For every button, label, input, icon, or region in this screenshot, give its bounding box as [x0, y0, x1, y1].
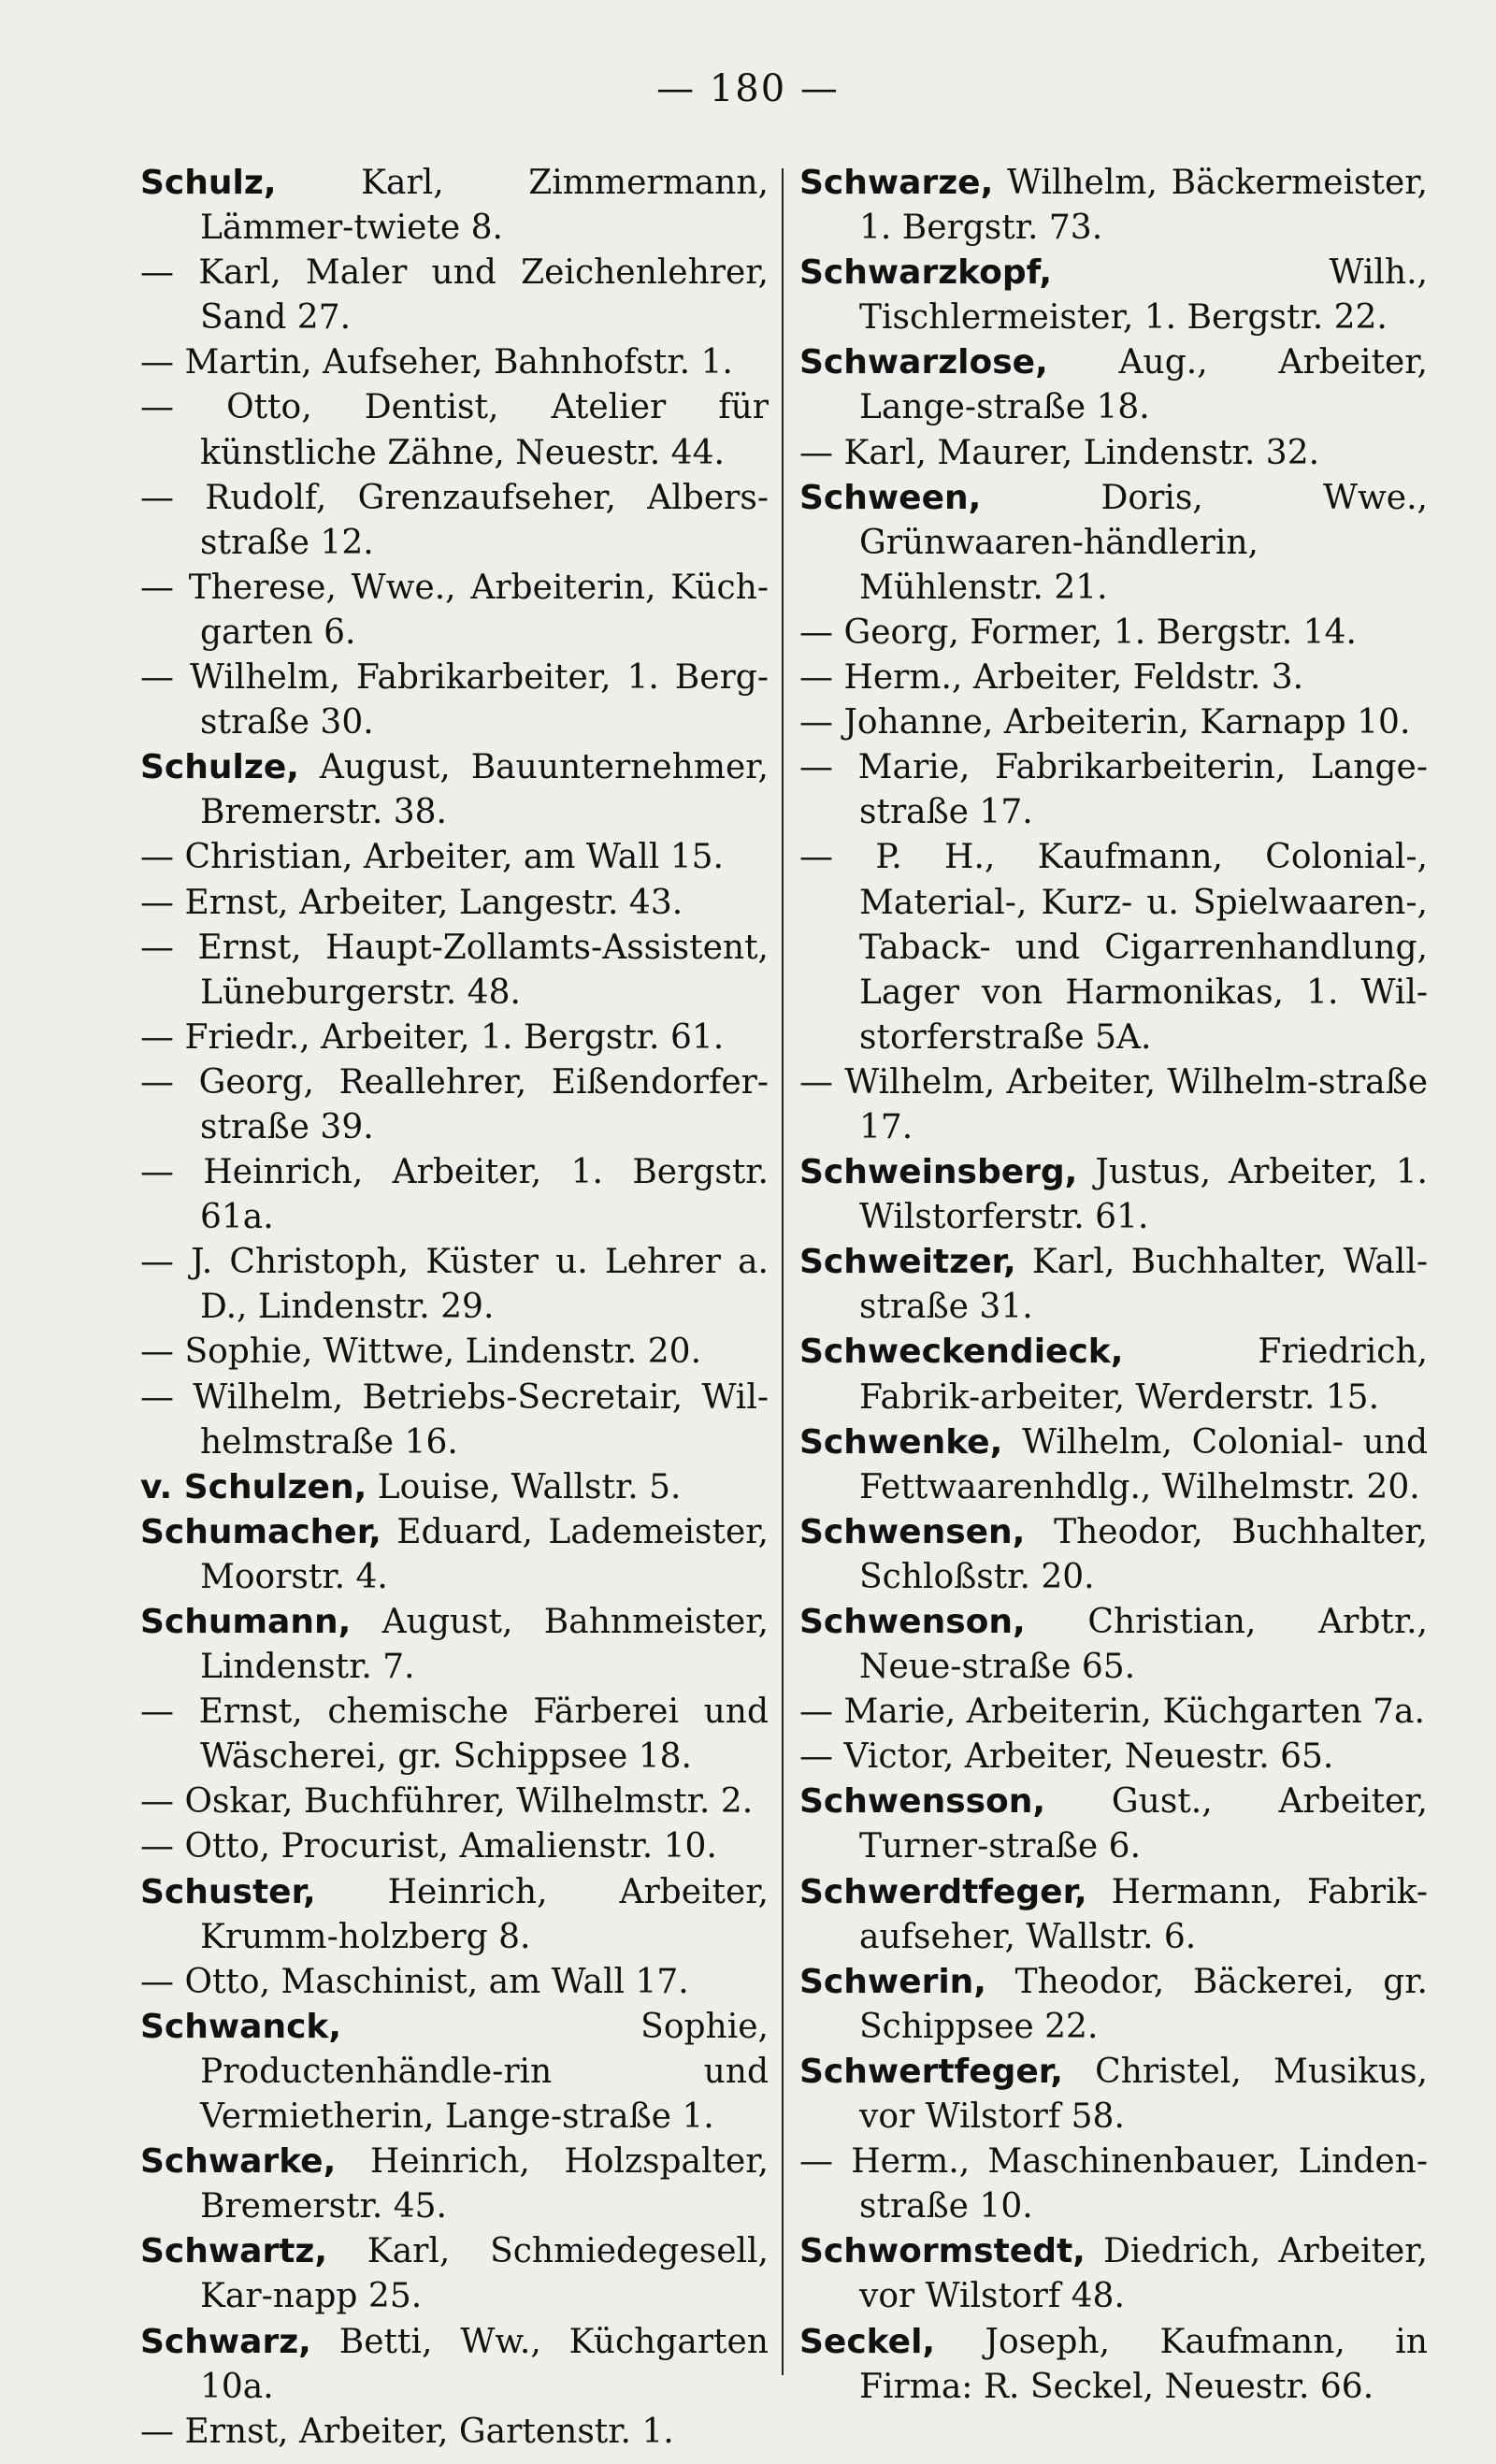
directory-entry [799, 1060, 1428, 1150]
entry-details: — Friedr., Arbeiter, 1. Bergstr. 61. [140, 1017, 725, 1057]
directory-entry [140, 566, 769, 656]
entry-details: Theodor, Buchhalter, Schloßstr. 20. [859, 1512, 1428, 1596]
entry-details: — Martin, Aufseher, Bahnhofstr. 1. [140, 343, 733, 382]
directory-entry [799, 835, 1428, 1059]
entry-surname: Schwenke, [799, 1422, 1003, 1462]
directory-entry [799, 2050, 1428, 2140]
entry-details: Sophie, Productenhändle-rin und Vermietherin, Lange-straße 1. [200, 2007, 769, 2137]
entry-details: — Oskar, Buchführer, Wilhelmstr. 2. [140, 1782, 754, 1822]
entry-surname: Schwenson, [799, 1603, 1026, 1641]
directory-entry [140, 1465, 769, 1510]
directory-entry [140, 2229, 769, 2319]
directory-entry [799, 1510, 1428, 1600]
column-divider [782, 168, 784, 2375]
directory-entry [140, 1016, 769, 1060]
entry-surname: Schwensson, [799, 1782, 1046, 1822]
entry-surname: Schween, [799, 478, 982, 517]
entry-details: — Heinrich, Arbeiter, 1. Bergstr. 61a. [140, 1153, 769, 1237]
entry-details: Karl, Buchhalter, Wall-straße 31. [859, 1243, 1428, 1327]
entry-details: — Rudolf, Grenzaufseher, Albers-straße 12. [140, 478, 769, 562]
directory-entry [799, 1870, 1428, 1960]
entry-details: — Wilhelm, Fabrikarbeiter, 1. Berg-straße 30. [140, 658, 769, 742]
entry-details: Aug., Arbeiter, Lange-straße 18. [859, 343, 1428, 427]
entry-details: August, Bahnmeister, Lindenstr. 7. [200, 1603, 769, 1687]
directory-entry [799, 340, 1428, 430]
directory-entry [140, 2140, 769, 2229]
entry-details: Hermann, Fabrik-aufseher, Wallstr. 6. [859, 1872, 1428, 1956]
entry-surname: Schwarke, [140, 2142, 337, 2182]
directory-entry [140, 385, 769, 475]
entry-details: Gust., Arbeiter, Turner-straße 6. [859, 1782, 1428, 1866]
entry-details: — Herm., Arbeiter, Feldstr. 3. [799, 658, 1304, 698]
entry-details: — Karl, Maler und Zeichenlehrer, Sand 27. [140, 253, 769, 338]
entry-details: — Ernst, chemische Färberei und Wäscherei, gr. Schippsee 18. [140, 1693, 769, 1777]
directory-entry [799, 2140, 1428, 2229]
entry-details: Christian, Arbtr., Neue-straße 65. [859, 1603, 1428, 1687]
entry-surname: Schuster, [140, 1872, 316, 1911]
entry-details: — Otto, Procurist, Amalienstr. 10. [140, 1827, 717, 1866]
entry-details: — J. Christoph, Küster u. Lehrer a. D., Lindenstr. 29. [140, 1243, 769, 1327]
directory-entry [140, 2005, 769, 2140]
left-column [140, 161, 769, 2455]
entry-details: — Victor, Arbeiter, Neuestr. 65. [799, 1737, 1334, 1777]
entry-surname: Schweckendieck, [799, 1333, 1124, 1372]
entry-details: — Sophie, Wittwe, Lindenstr. 20. [140, 1333, 702, 1372]
entry-details: — Johanne, Arbeiterin, Karnapp 10. [799, 703, 1411, 742]
directory-entry [799, 431, 1428, 476]
entry-details: — P. H., Kaufmann, Colonial-, Material-, Kurz- u. Spielwaaren-, Taback- und Cigarrenhandlung, Lager von Harmonikas, 1. Wil-storferstraße 5A. [799, 838, 1428, 1057]
directory-entry [799, 1420, 1428, 1510]
entry-details: — Ernst, Arbeiter, Langestr. 43. [140, 883, 683, 922]
entry-surname: v. Schulzen, [140, 1467, 367, 1506]
entry-details: Betti, Ww., Küchgarten 10a. [200, 2322, 769, 2406]
entry-details: — Otto, Maschinist, am Wall 17. [140, 1962, 689, 2001]
directory-entry [799, 1240, 1428, 1330]
directory-entry [799, 1735, 1428, 1780]
entry-surname: Schumann, [140, 1603, 352, 1641]
entry-details: — Marie, Arbeiterin, Küchgarten 7a. [799, 1693, 1425, 1732]
page-number: — 180 — [656, 67, 840, 110]
entry-details: Wilhelm, Colonial- und Fettwaarenhdlg., Wilhelmstr. 20. [859, 1422, 1428, 1506]
directory-entry [799, 1600, 1428, 1690]
entry-details: Theodor, Bäckerei, gr. Schippsee 22. [859, 1962, 1428, 2046]
entry-surname: Schweitzer, [799, 1243, 1016, 1282]
directory-entry [799, 476, 1428, 611]
entry-details: — Otto, Dentist, Atelier für künstliche Zähne, Neuestr. 44. [140, 388, 769, 472]
directory-entry [140, 340, 769, 385]
entry-details: Eduard, Lademeister, Moorstr. 4. [200, 1512, 769, 1596]
directory-entry [799, 656, 1428, 700]
entry-surname: Schulz, [140, 164, 277, 202]
entry-details: Diedrich, Arbeiter, vor Wilstorf 48. [859, 2232, 1428, 2316]
directory-entry [799, 611, 1428, 656]
directory-entry [140, 1780, 769, 1824]
entry-details: Wilhelm, Bäckermeister, 1. Bergstr. 73. [859, 164, 1428, 248]
entry-surname: Schwarzlose, [799, 343, 1048, 382]
entry-surname: Schwarz, [140, 2322, 311, 2361]
entry-surname: Seckel, [799, 2322, 936, 2361]
directory-entry [140, 1510, 769, 1600]
entry-details: Joseph, Kaufmann, in Firma: R. Seckel, Neuestr. 66. [859, 2322, 1428, 2406]
directory-entry [140, 1150, 769, 1240]
directory-entry [799, 1690, 1428, 1735]
entry-surname: Schwartz, [140, 2232, 328, 2271]
directory-entry [140, 835, 769, 880]
entry-details: — Wilhelm, Betriebs-Secretair, Wil-helmstraße 16. [140, 1377, 769, 1462]
right-column [799, 161, 1428, 2410]
directory-entry [140, 1960, 769, 2005]
entry-details: — Marie, Fabrikarbeiterin, Lange-straße 17. [799, 748, 1428, 832]
entry-details: — Ernst, Arbeiter, Gartenstr. 1. [140, 2412, 674, 2451]
directory-entry [799, 2229, 1428, 2319]
directory-entry [799, 1150, 1428, 1240]
entry-details: — Christian, Arbeiter, am Wall 15. [140, 838, 724, 877]
entry-surname: Schweinsberg, [799, 1153, 1078, 1192]
directory-entry [140, 1870, 769, 1960]
directory-entry [799, 745, 1428, 835]
directory-entry [140, 1600, 769, 1690]
directory-entry [140, 251, 769, 340]
directory-entry [140, 1376, 769, 1465]
entry-surname: Schwarzkopf, [799, 253, 1052, 293]
entry-details: Heinrich, Holzspalter, Bremerstr. 45. [200, 2142, 769, 2226]
directory-entry [140, 1690, 769, 1780]
entry-details: — Herm., Maschinenbauer, Linden-straße 10. [799, 2142, 1428, 2226]
entry-surname: Schwormstedt, [799, 2232, 1086, 2271]
directory-entry [140, 656, 769, 745]
directory-entry [140, 881, 769, 926]
entry-details: — Ernst, Haupt-Zollamts-Assistent, Lüneburgerstr. 48. [140, 928, 769, 1012]
directory-entry [140, 2410, 769, 2455]
directory-entry [140, 476, 769, 566]
entry-surname: Schwertfeger, [799, 2052, 1063, 2091]
entry-surname: Schwerin, [799, 1962, 986, 2001]
entry-details: Karl, Schmiedegesell, Kar-napp 25. [200, 2232, 769, 2316]
entry-details: — Therese, Wwe., Arbeiterin, Küch-garten 6. [140, 568, 769, 652]
entry-details: — Georg, Reallehrer, Eißendorfer-straße 39. [140, 1062, 769, 1146]
entry-details: Christel, Musikus, vor Wilstorf 58. [859, 2052, 1428, 2137]
entry-details: Justus, Arbeiter, 1. Wilstorferstr. 61. [859, 1153, 1428, 1237]
directory-entry [799, 1960, 1428, 2050]
entry-details: Doris, Wwe., Grünwaaren-händlerin, Mühlenstr. 21. [859, 478, 1428, 607]
directory-entry [799, 1330, 1428, 1419]
directory-entry [140, 926, 769, 1016]
directory-entry [799, 161, 1428, 251]
entry-surname: Schulze, [140, 748, 299, 787]
directory-entry [799, 2320, 1428, 2410]
entry-surname: Schwerdtfeger, [799, 1872, 1087, 1911]
entry-surname: Schumacher, [140, 1512, 381, 1551]
directory-entry [140, 1240, 769, 1330]
entry-details: August, Bauunternehmer, Bremerstr. 38. [200, 748, 769, 832]
directory-entry [140, 1060, 769, 1150]
entry-details: Louise, Wallstr. 5. [367, 1467, 682, 1506]
directory-entry [799, 700, 1428, 745]
entry-details: Heinrich, Arbeiter, Krumm-holzberg 8. [200, 1872, 769, 1956]
directory-entry [799, 251, 1428, 340]
entry-surname: Schwensen, [799, 1512, 1026, 1551]
entry-details: — Wilhelm, Arbeiter, Wilhelm-straße 17. [799, 1062, 1428, 1146]
entry-details: Friedrich, Fabrik-arbeiter, Werderstr. 15. [859, 1333, 1428, 1417]
directory-entry [140, 1824, 769, 1869]
entry-details: — Georg, Former, 1. Bergstr. 14. [799, 612, 1357, 652]
directory-entry [140, 1330, 769, 1375]
entry-surname: Schwanck, [140, 2007, 342, 2046]
directory-entry [140, 161, 769, 251]
entry-details: Karl, Zimmermann, Lämmer-twiete 8. [200, 164, 769, 248]
directory-entry [140, 745, 769, 835]
entry-details: Wilh., Tischlermeister, 1. Bergstr. 22. [859, 253, 1428, 338]
directory-entry [799, 1780, 1428, 1869]
entry-details: — Karl, Maurer, Lindenstr. 32. [799, 433, 1320, 472]
entry-surname: Schwarze, [799, 164, 994, 202]
directory-entry [140, 2320, 769, 2410]
